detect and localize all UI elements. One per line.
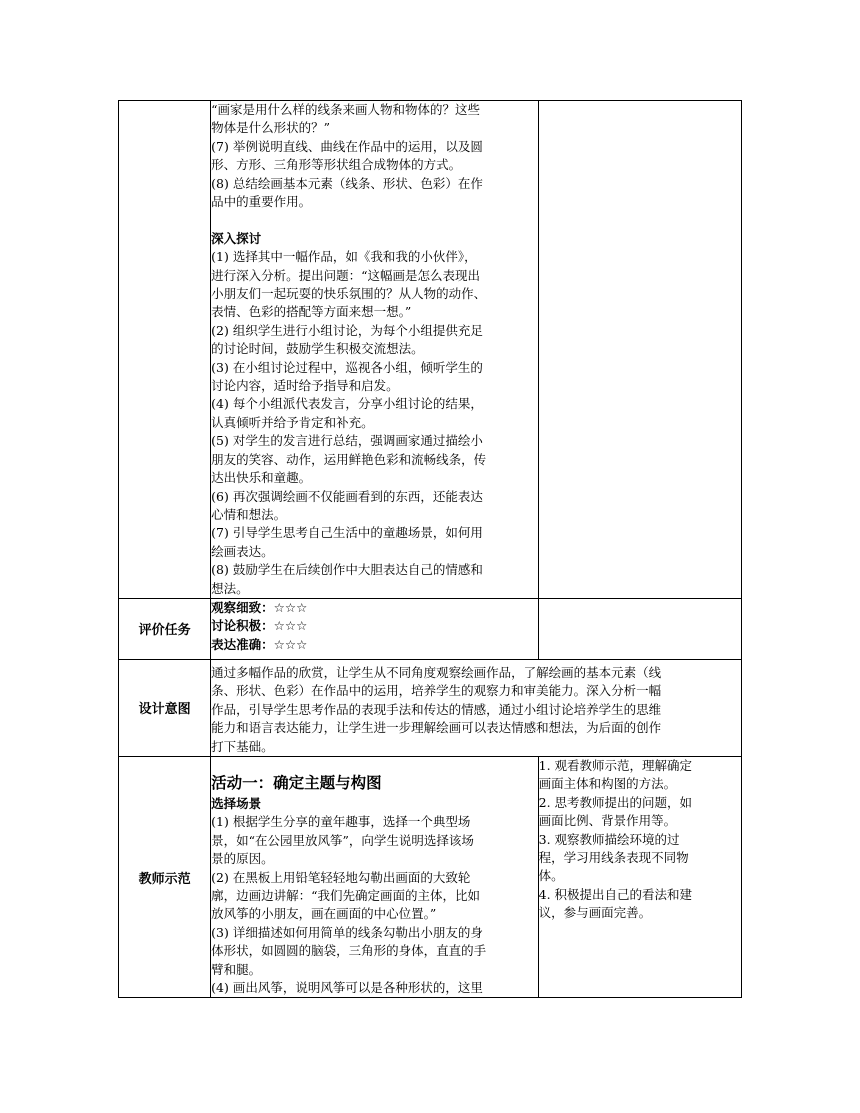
evaluation-item-name: 讨论积极： [211,618,274,634]
demo-line: (2) 在黑板上用铅笔轻轻地勾勒出画面的大致轮 [211,869,471,885]
content-line: 品中的重要作用。 [211,194,312,210]
content-line: 心情和想法。 [211,506,287,522]
content-line: 表情、色彩的搭配等方面来想一想。” [211,304,412,320]
student-line: 1. 观看教师示范，理解确定 [538,757,693,773]
section-title-choose-scene: 选择场景 [211,795,262,811]
student-line: 3. 观察教师描绘环境的过 [538,831,680,847]
demo-line: (3) 详细描述如何用简单的线条勾勒出小朋友的身 [211,924,483,940]
content-line: (7) 举例说明直线、曲线在作品中的运用，以及圆 [211,138,483,154]
row-label-evaluation: 评价任务 [119,598,211,659]
student-line: 体。 [538,868,564,884]
content-line: 想法。 [211,580,249,596]
star-rating: ☆☆☆ [273,618,308,634]
table-row-teacher-demo [119,756,742,997]
table-row-evaluation [119,598,742,659]
evaluation-item-name: 观察细致： [211,599,274,615]
content-line: 认真倾听并给予肯定和补充。 [211,414,374,430]
evaluation-cell [211,598,539,659]
content-cell-top [211,101,539,599]
student-line: 4. 积极提出自己的看法和建 [538,886,693,902]
content-line: “画家是用什么样的线条来画人物和物体的？这些 [211,102,481,117]
content-line: 的讨论时间，鼓励学生积极交流想法。 [211,341,424,357]
content-line: (8) 总结绘画基本元素（线条、形状、色彩）在作 [211,175,483,191]
demo-line: 体形状，如圆圆的脑袋，三角形的身体，直直的手 [211,943,487,959]
content-line: (6) 再次强调绘画不仅能画看到的东西，还能表达 [211,488,483,504]
design-line: 能力和语言表达能力，让学生进一步理解绘画可以表达情感和想法，为后面的创作 [211,720,662,736]
content-line: 讨论内容，适时给予指导和启发。 [211,378,399,394]
student-line: 画面比例、背景作用等。 [538,813,677,829]
student-line: 2. 思考教师提出的问题，如 [538,794,693,810]
student-line: 程，学习用线条表现不同物 [538,850,689,866]
demo-line: 放风筝的小朋友，画在画面的中心位置。” [211,906,437,922]
evaluation-item [211,636,538,654]
student-activity-cell [538,756,741,997]
content-line: 形、方形、三角形等形状组合成物体的方式。 [211,157,462,173]
student-line: 议，参与画面完善。 [538,905,652,921]
content-line: 进行深入分析。提出问题：“这幅画是怎么表现出 [211,267,481,283]
evaluation-right-cell-empty [538,598,741,659]
row-label-teacher-demo: 教师示范 [119,756,211,997]
content-line: 物体是什么形状的？” [211,120,331,136]
content-line: (1) 选择其中一幅作品，如《我和我的小伙伴》， [211,249,477,265]
design-line: 作品，引导学生思考作品的表现手法和传达的情感，通过小组讨论培养学生的思维 [211,701,662,717]
content-line: 朋友的笑容、动作，运用鲜艳色彩和流畅线条，传 [211,451,487,467]
content-line: 小朋友们一起玩耍的快乐氛围的？从人物的动作、 [211,286,487,302]
star-rating: ☆☆☆ [273,599,308,615]
content-line: 达出快乐和童趣。 [211,470,312,486]
teacher-demo-cell [211,756,539,997]
table-row-design-intent [119,659,742,756]
content-line: (4) 每个小组派代表发言，分享小组讨论的结果， [211,396,483,412]
content-line: (5) 对学生的发言进行总结，强调画家通过描绘小 [211,433,483,449]
demo-line: (1) 根据学生分享的童年趣事，选择一个典型场 [211,814,471,830]
design-line: 打下基础。 [211,738,274,754]
demo-line: 景，如“在公园里放风筝”，向学生说明选择该场 [211,832,474,848]
student-line: 画面主体和构图的方法。 [538,776,677,792]
content-line: (8) 鼓励学生在后续创作中大胆表达自己的情感和 [211,562,483,578]
demo-line: 景的原因。 [211,851,274,867]
evaluation-item [211,599,538,617]
lesson-plan-table [118,100,742,998]
demo-line: 臂和腿。 [211,961,262,977]
content-line: (3) 在小组讨论过程中，巡视各小组，倾听学生的 [211,359,483,375]
content-line: (2) 组织学生进行小组讨论，为每个小组提供充足 [211,322,483,338]
table-row-continued-content [119,101,742,599]
star-rating: ☆☆☆ [273,636,308,652]
content-line: (7) 引导学生思考自己生活中的童趣场景，如何用 [211,525,483,541]
evaluation-item-name: 表达准确： [211,636,274,652]
demo-line: (4) 画出风筝，说明风筝可以是各种形状的，这里 [211,980,483,996]
activity-title: 活动一：确定主题与构图 [211,773,382,792]
evaluation-item [211,617,538,635]
student-cell-empty [538,101,741,599]
row-label-design-intent: 设计意图 [119,659,211,756]
content-line: 绘画表达。 [211,543,274,559]
design-line: 通过多幅作品的欣赏，让学生从不同角度观察绘画作品，了解绘画的基本元素（线 [211,664,662,680]
section-title-deep-discussion: 深入探讨 [211,230,262,246]
demo-line: 廓，边画边讲解：“我们先确定画面的主体，比如 [211,888,481,904]
row-label-cell-empty [119,101,211,599]
design-line: 条、形状、色彩）在作品中的运用，培养学生的观察力和审美能力。深入分析一幅 [211,683,662,699]
design-intent-cell [211,659,742,756]
